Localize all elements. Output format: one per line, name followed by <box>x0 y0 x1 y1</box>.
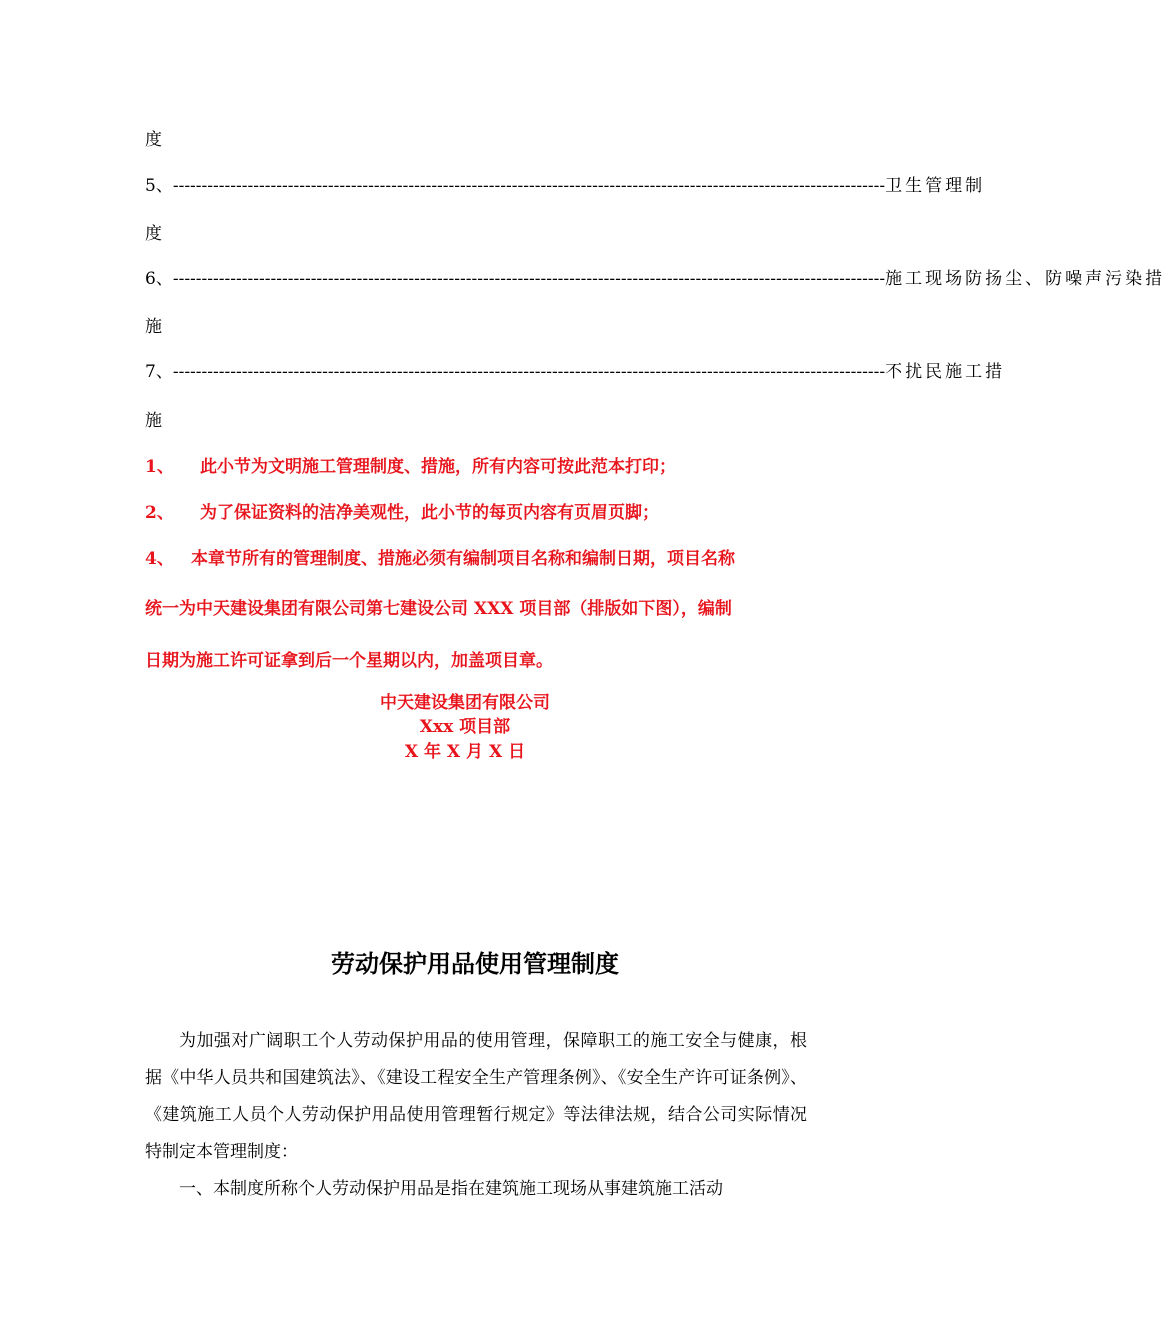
toc-item4-tail: 度 <box>145 130 162 150</box>
note-1 <box>145 452 805 477</box>
toc-item-6 <box>145 264 1165 289</box>
toc-item6-tail: 施 <box>145 317 162 337</box>
toc-dot-leader: ---------------------------------------------------------------------------------------------------------------------------- <box>172 362 886 382</box>
stamp-project: Xxx 项目部 <box>419 717 511 737</box>
toc-item-6-title: 施工现场防扬尘、防噪声污染措 <box>885 269 1165 289</box>
section-paragraph-2: 一、本制度所称个人劳动保护用品是指在建筑施工现场从事建筑施工活动 <box>179 1179 723 1199</box>
toc-item-5-title: 卫生管理制 <box>885 176 986 196</box>
note-4-line-3: 日期为施工许可证拿到后一个星期以内，加盖项目章。 <box>145 651 553 671</box>
note-1-number: 1、 <box>145 457 174 477</box>
stamp-company: 中天建设集团有限公司 <box>380 693 550 713</box>
toc-item-7-title: 不扰民施工措 <box>885 362 1006 382</box>
note-4-text: 本章节所有的管理制度、措施必须有编制项目名称和编制日期，项目名称 <box>191 549 735 569</box>
note-4 <box>145 544 805 569</box>
toc-item-7 <box>145 357 1006 382</box>
toc-item-6-number: 6、 <box>145 269 173 289</box>
toc-item7-tail: 施 <box>145 411 162 431</box>
toc-item-5-number: 5、 <box>145 176 173 196</box>
note-1-text: 此小节为文明施工管理制度、措施，所有内容可按此范本打印； <box>200 457 676 477</box>
toc-item-5 <box>145 171 986 196</box>
section-title: 劳动保护用品使用管理制度 <box>331 950 619 978</box>
note-4-line-2: 统一为中天建设集团有限公司第七建设公司 XXX 项目部（排版如下图），编制 <box>145 599 732 619</box>
toc-dot-leader: ---------------------------------------------------------------------------------------------------------------------------- <box>172 176 886 196</box>
stamp-date: X 年 X 月 X 日 <box>404 742 526 762</box>
note-2-text: 为了保证资料的洁净美观性，此小节的每页内容有页眉页脚； <box>200 503 659 523</box>
note-4-number: 4、 <box>145 549 174 569</box>
note-2 <box>145 498 805 523</box>
toc-item5-tail: 度 <box>145 224 162 244</box>
toc-dot-leader: ---------------------------------------------------------------------------------------------------------------------------- <box>172 269 886 289</box>
toc-item-7-number: 7、 <box>145 362 173 382</box>
note-2-number: 2、 <box>145 503 174 523</box>
section-paragraph-1: 为加强对广阔职工个人劳动保护用品的使用管理，保障职工的施工安全与健康，根据《中华人员共和国建筑法》、《建设工程安全生产管理条例》、《安全生产许可证条例》、《建筑施工人员个人劳动保护用品使用管理暂行规定》等法律法规，结合公司实际情况特制定本管理制度： <box>145 1031 807 1162</box>
